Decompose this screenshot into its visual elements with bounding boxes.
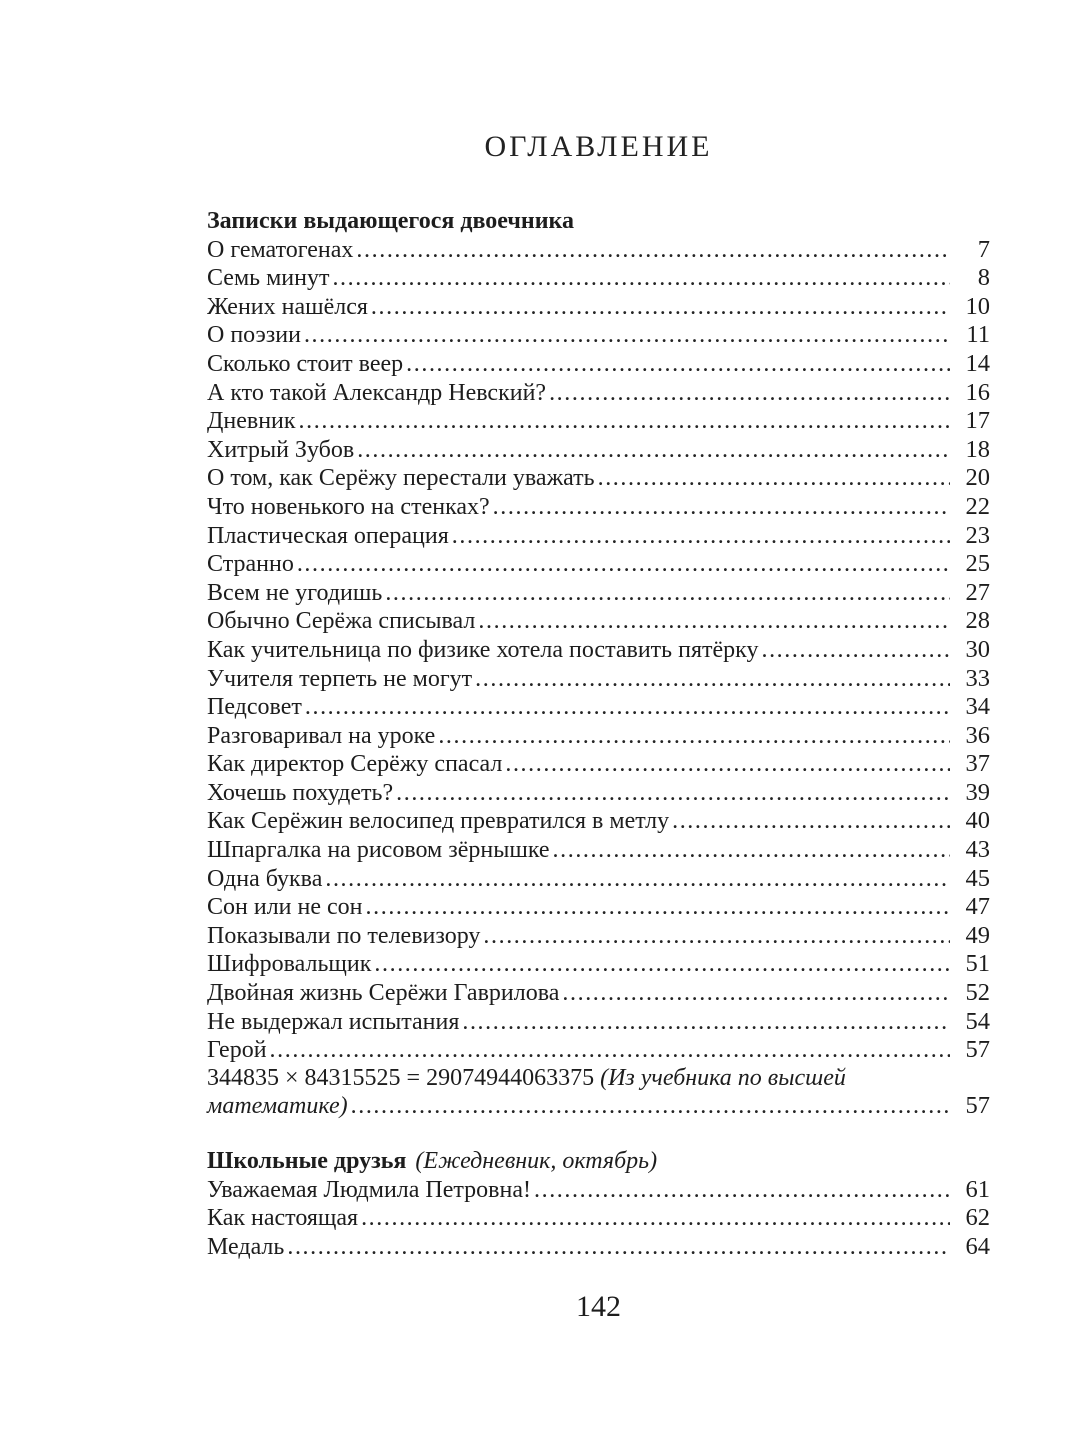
dot-leader <box>531 1177 950 1205</box>
dot-leader <box>502 751 950 779</box>
toc-entry-title: Хитрый Зубов <box>207 436 355 463</box>
toc-entry-page: 10 <box>965 292 990 320</box>
toc-entry-title: Герой <box>207 1037 267 1064</box>
toc-entry-title: Учителя терпеть не могут <box>207 665 473 692</box>
toc-entry-title: Жених нашёлся <box>207 293 368 320</box>
toc-entry <box>207 1036 990 1065</box>
toc-entry <box>207 436 990 465</box>
toc-entry-title: Семь минут <box>207 265 330 292</box>
dot-leader <box>371 951 950 979</box>
toc-entry-title: Как учительница по физике хотела поставить пятёрку <box>207 636 759 663</box>
toc-entry-title: Хочешь похудеть? <box>207 779 394 806</box>
toc-entry-page: 25 <box>965 550 990 578</box>
toc-entry-title: Как настоящая <box>207 1205 359 1232</box>
toc-entry <box>207 636 990 665</box>
toc-content <box>207 0 990 1323</box>
dot-leader <box>284 1234 950 1262</box>
dot-leader <box>550 837 950 865</box>
toc-entry-page: 52 <box>965 979 990 1007</box>
dot-leader <box>294 551 950 579</box>
toc-entry-title: Странно <box>207 551 294 578</box>
section-heading-note: (Ежедневник, октябрь) <box>415 1148 658 1174</box>
toc-entry-title: О гематогенах <box>207 236 354 263</box>
toc-entry <box>207 264 990 293</box>
toc-entry <box>207 293 990 322</box>
toc-entry-line2 <box>207 1092 990 1121</box>
toc-entry-page: 18 <box>965 435 990 463</box>
dot-leader <box>322 866 950 894</box>
dot-leader <box>267 1037 950 1065</box>
toc-entry-page: 16 <box>965 378 990 406</box>
toc-entry <box>207 893 990 922</box>
section-heading-text: Школьные друзья <box>207 1148 407 1174</box>
toc-entry-page: 54 <box>965 1007 990 1035</box>
section-heading <box>207 1148 990 1176</box>
toc-entry-title: Шифровальщик <box>207 951 372 978</box>
toc-entry-page: 62 <box>965 1204 990 1232</box>
dot-leader <box>758 637 950 665</box>
section-heading <box>207 208 990 236</box>
dot-leader <box>354 437 950 465</box>
toc-entry-title: А кто такой Александр Невский? <box>207 379 547 406</box>
toc-entry-page: 40 <box>965 807 990 835</box>
toc-entry-page: 57 <box>965 1092 990 1120</box>
dot-leader <box>368 294 950 322</box>
toc-entry-page: 28 <box>965 607 990 635</box>
toc-section <box>207 208 990 1121</box>
dot-leader <box>559 980 950 1008</box>
toc-entry-page: 45 <box>965 864 990 892</box>
toc-entry-title: Сколько стоит веер <box>207 350 404 377</box>
toc-entry <box>207 693 990 722</box>
toc-entry <box>207 1008 990 1037</box>
toc-entry-page: 23 <box>965 521 990 549</box>
toc-entry-title: О поэзии <box>207 322 301 349</box>
toc-entry-title: Разговаривал на уроке <box>207 722 436 749</box>
toc-entry-page: 34 <box>965 693 990 721</box>
toc-entry-page: 8 <box>977 264 990 292</box>
dot-leader <box>490 494 950 522</box>
toc-entry-title: Показывали по телевизору <box>207 922 481 949</box>
toc-entry <box>207 1233 990 1262</box>
toc-section <box>207 1148 990 1261</box>
toc-entry <box>207 236 990 265</box>
toc-entry-page: 49 <box>965 921 990 949</box>
toc-entry <box>207 579 990 608</box>
toc-entry-title: О том, как Серёжу перестали уважать <box>207 465 595 492</box>
toc-entry <box>207 464 990 493</box>
toc-entry <box>207 350 990 379</box>
toc-entry-title: Пластическая операция <box>207 522 449 549</box>
toc-entry-title-italic: (Из учебника по высшей <box>600 1064 846 1091</box>
toc-sections <box>207 208 990 1261</box>
dot-leader <box>475 608 950 636</box>
toc-entry <box>207 750 990 779</box>
dot-leader <box>329 265 950 293</box>
dot-leader <box>393 780 950 808</box>
toc-entry-page: 51 <box>965 950 990 978</box>
toc-entry <box>207 407 990 436</box>
toc-entry-title: Обычно Серёжа списывал <box>207 608 476 635</box>
section-heading-text: Записки выдающегося двоечника <box>207 208 574 234</box>
toc-entry-title: Уважаемая Людмила Петровна! <box>207 1176 531 1203</box>
dot-leader <box>382 580 950 608</box>
toc-entry-title: Шпаргалка на рисовом зёрнышке <box>207 837 550 864</box>
dot-leader <box>363 894 950 922</box>
toc-entry <box>207 722 990 751</box>
toc-entry <box>207 493 990 522</box>
page-title: ОГЛАВЛЕНИЕ <box>484 130 713 163</box>
toc-entry <box>207 1204 990 1233</box>
toc-entry-page: 43 <box>965 836 990 864</box>
dot-leader <box>301 322 950 350</box>
toc-entry-title: Не выдержал испытания <box>207 1008 460 1035</box>
toc-entry-title: Всем не угодишь <box>207 579 383 606</box>
toc-entry-title: Сон или не сон <box>207 894 363 921</box>
toc-entry <box>207 779 990 808</box>
toc-entry-title: Педсовет <box>207 694 302 721</box>
toc-entry-title: Одна буква <box>207 865 323 892</box>
dot-leader <box>472 666 950 694</box>
dot-leader <box>435 723 950 751</box>
dot-leader <box>302 694 950 722</box>
toc-entry <box>207 836 990 865</box>
toc-entry-line1 <box>207 1065 990 1093</box>
toc-entry-title: Дневник <box>207 408 296 435</box>
toc-entry-title: Как директор Серёжу спасал <box>207 751 503 778</box>
toc-entry <box>207 922 990 951</box>
toc-entry-page: 7 <box>977 235 990 263</box>
toc-entry-title: Двойная жизнь Серёжи Гаврилова <box>207 980 560 1007</box>
toc-entry-page: 39 <box>965 778 990 806</box>
toc-entry <box>207 321 990 350</box>
toc-entry <box>207 379 990 408</box>
dot-leader <box>296 408 950 436</box>
dot-leader <box>480 923 950 951</box>
toc-entry-page: 36 <box>965 721 990 749</box>
toc-entry <box>207 522 990 551</box>
toc-entry-page: 17 <box>965 407 990 435</box>
toc-entry <box>207 665 990 694</box>
toc-entry-title: Что новенького на стенках? <box>207 493 490 520</box>
toc-entry <box>207 807 990 836</box>
toc-entry <box>207 950 990 979</box>
toc-entry-page: 22 <box>965 492 990 520</box>
toc-entry-page: 33 <box>965 664 990 692</box>
dot-leader <box>353 237 950 265</box>
section-entries <box>207 236 990 1121</box>
dot-leader <box>546 380 950 408</box>
toc-entry-title: Медаль <box>207 1233 285 1260</box>
toc-entry-page: 64 <box>965 1232 990 1260</box>
dot-leader <box>403 351 950 379</box>
toc-entry-page: 11 <box>966 321 990 349</box>
toc-entry <box>207 865 990 894</box>
toc-entry-page: 61 <box>965 1175 990 1203</box>
toc-entry-page: 47 <box>965 893 990 921</box>
dot-leader <box>348 1093 950 1121</box>
toc-entry-page: 27 <box>965 578 990 606</box>
toc-entry-page: 57 <box>965 1036 990 1064</box>
toc-entry <box>207 607 990 636</box>
page-number: 142 <box>576 1290 621 1324</box>
toc-entry-page: 37 <box>965 750 990 778</box>
toc-entry-page: 30 <box>965 635 990 663</box>
dot-leader <box>595 465 950 493</box>
toc-entry-title-cont: математике) <box>207 1093 348 1120</box>
toc-entry-title: Как Серёжин велосипед превратился в метлу <box>207 808 670 835</box>
toc-entry-page: 14 <box>965 349 990 377</box>
dot-leader <box>449 523 950 551</box>
toc-entry <box>207 1065 990 1121</box>
dot-leader <box>358 1205 950 1233</box>
toc-entry <box>207 1176 990 1205</box>
dot-leader <box>459 1009 950 1037</box>
toc-entry <box>207 979 990 1008</box>
toc-entry-page: 20 <box>965 464 990 492</box>
section-entries <box>207 1176 990 1262</box>
toc-entry <box>207 550 990 579</box>
dot-leader <box>669 808 950 836</box>
toc-entry-title: 344835 × 84315525 = 29074944063375 <box>207 1064 601 1091</box>
